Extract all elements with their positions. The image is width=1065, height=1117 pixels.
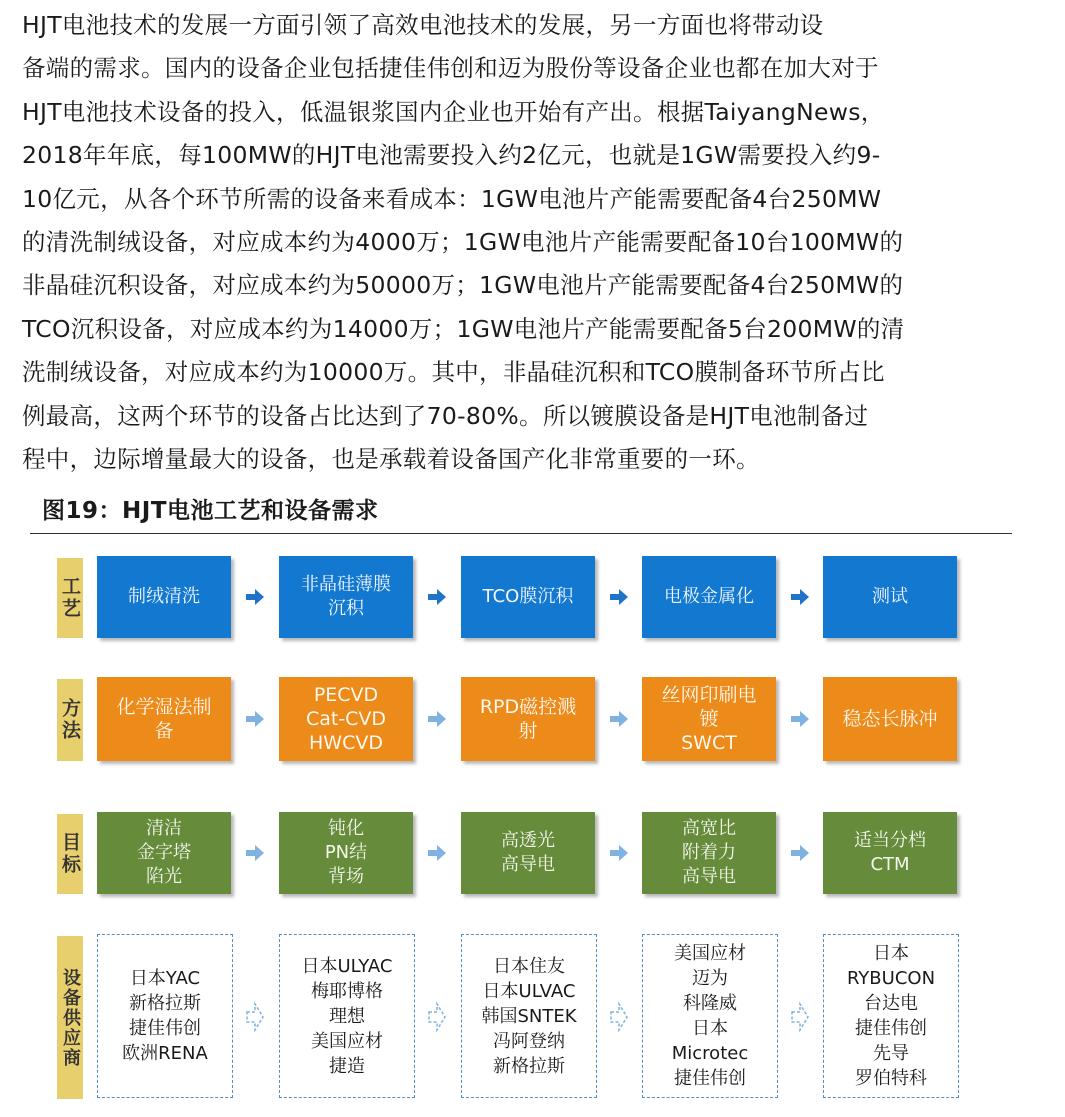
body-paragraph <box>22 4 1042 481</box>
supplier-step-2 <box>279 934 415 1098</box>
target-step-5 <box>823 812 957 894</box>
step-text: 化学湿法制 <box>116 696 212 718</box>
step-text: 备 <box>154 720 174 742</box>
step-text: 美国应材 <box>310 1030 383 1052</box>
supplier-step-3 <box>461 934 597 1098</box>
target-step-3 <box>461 812 595 894</box>
step-text: CTM <box>870 854 910 875</box>
step-text: 高透光 <box>501 830 555 851</box>
label-target: 目标 <box>57 814 83 894</box>
method-step-5 <box>823 677 957 761</box>
step-text: 新格拉斯 <box>128 993 201 1014</box>
right-arrow-icon <box>790 999 810 1035</box>
step-text: 电极金属化 <box>664 586 754 607</box>
step-text: 捷佳伟创 <box>673 1068 746 1089</box>
right-arrow-icon <box>427 711 447 727</box>
step-text: 日本ULYAC <box>301 955 393 977</box>
step-text: 丝网印刷电 <box>661 684 757 706</box>
step-text: Microtec <box>671 1043 749 1064</box>
step-text: 陷光 <box>146 866 182 887</box>
step-text: 镀 <box>699 708 719 730</box>
paragraph-line: 例最高，这两个环节的设备占比达到了70-80%。所以镀膜设备是HJT电池制备过 <box>22 401 869 430</box>
label-method: 方法 <box>57 679 83 761</box>
figure-title: 图19：HJT电池工艺和设备需求 <box>42 498 379 524</box>
step-text: 高宽比 <box>682 818 736 839</box>
process-step-2 <box>279 556 413 638</box>
step-text: 背场 <box>327 866 364 887</box>
step-text: 理想 <box>328 1005 365 1027</box>
step-text: 罗伯特科 <box>854 1068 927 1089</box>
step-text: 捷佳伟创 <box>854 1018 927 1039</box>
step-text: 迈为 <box>691 968 728 989</box>
right-arrow-icon <box>427 999 447 1035</box>
paragraph-line: 10亿元，从各个环节所需的设备来看成本：1GW电池片产能需要配备4台250MW <box>22 184 882 213</box>
step-text: RPD磁控溅 <box>479 696 577 718</box>
paragraph-line: 2018年年底，每100MW的HJT电池需要投入约2亿元，也就是1GW需要投入约9- <box>22 141 881 170</box>
right-arrow-icon <box>427 845 447 861</box>
process-step-4 <box>642 556 776 638</box>
step-text: 美国应材 <box>673 943 746 964</box>
right-arrow-icon <box>790 589 810 605</box>
step-text: 高导电 <box>682 866 736 887</box>
right-arrow-icon <box>427 589 447 605</box>
right-arrow-icon <box>245 845 265 861</box>
label-process: 工艺 <box>57 558 83 638</box>
supplier-step-4 <box>642 934 778 1098</box>
step-text: 制绒清洗 <box>128 586 200 607</box>
step-text: TCO膜沉积 <box>482 586 574 607</box>
right-arrow-icon <box>245 589 265 605</box>
right-arrow-icon <box>609 845 629 861</box>
target-step-1 <box>97 812 231 894</box>
paragraph-line: 的清洗制绒设备，对应成本约为4000万；1GW电池片产能需要配备10台100MW的 <box>22 228 904 257</box>
step-text: 稳态长脉冲 <box>842 708 938 730</box>
step-text: 欧洲RENA <box>122 1043 208 1064</box>
method-step-1 <box>97 677 231 761</box>
method-step-4 <box>642 677 776 761</box>
step-text: 梅耶博格 <box>310 980 383 1002</box>
step-text: 日本住友 <box>493 955 565 977</box>
step-text: 高导电 <box>501 854 555 875</box>
right-arrow-icon <box>609 589 629 605</box>
step-text: 捷佳伟创 <box>128 1018 201 1039</box>
step-text: 捷造 <box>328 1055 365 1077</box>
step-text: 日本 <box>691 1018 728 1039</box>
method-step-3 <box>461 677 595 761</box>
step-text: 韩国SNTEK <box>481 1005 577 1027</box>
paragraph-line: 洗制绒设备，对应成本约为10000万。其中，非晶硅沉积和TCO膜制备环节所占比 <box>22 358 885 387</box>
step-text: Cat-CVD <box>305 708 387 730</box>
figure-divider <box>30 533 1012 534</box>
step-text: 科隆威 <box>682 993 737 1014</box>
step-text: 日本ULVAC <box>482 980 576 1002</box>
target-step-4 <box>642 812 776 894</box>
right-arrow-icon <box>609 711 629 727</box>
step-text: 清洁 <box>146 818 182 839</box>
right-arrow-icon <box>609 999 629 1035</box>
label-supplier: 设备供应商 <box>57 936 83 1099</box>
step-text: 钝化 <box>327 818 364 839</box>
step-text: SWCT <box>681 732 737 754</box>
step-text: 非晶硅薄膜 <box>301 574 391 595</box>
step-text: PECVD <box>313 684 379 706</box>
paragraph-line: 非晶硅沉积设备，对应成本约为50000万；1GW电池片产能需要配备4台250MW的 <box>22 271 904 300</box>
right-arrow-icon <box>790 711 810 727</box>
step-text: HWCVD <box>309 732 383 754</box>
paragraph-line: TCO沉积设备，对应成本约为14000万；1GW电池片产能需要配备5台200MW的清 <box>22 314 905 343</box>
supplier-step-5 <box>823 934 959 1098</box>
step-text: 冯阿登纳 <box>493 1030 565 1052</box>
step-text: 日本YAC <box>129 968 201 989</box>
step-text: 适当分档 <box>854 830 926 851</box>
step-text: 测试 <box>872 586 908 607</box>
step-text: 沉积 <box>328 598 364 619</box>
method-step-2 <box>279 677 413 761</box>
process-step-3 <box>461 556 595 638</box>
process-step-1 <box>97 556 231 638</box>
step-text: 射 <box>518 720 538 742</box>
target-step-2 <box>279 812 413 894</box>
paragraph-line: HJT电池技术的发展一方面引领了高效电池技术的发展，另一方面也将带动设 <box>22 11 824 39</box>
process-step-5 <box>823 556 957 638</box>
paragraph-line: HJT电池技术设备的投入，低温银浆国内企业也开始有产出。根据TaiyangNews， <box>22 97 885 126</box>
step-text: 新格拉斯 <box>493 1055 565 1077</box>
step-text: 台达电 <box>863 993 918 1014</box>
paragraph-line: 程中，边际增量最大的设备，也是承载着设备国产化非常重要的一环。 <box>22 445 760 474</box>
step-text: 金字塔 <box>137 842 191 863</box>
right-arrow-icon <box>790 845 810 861</box>
step-text: 先导 <box>872 1043 909 1064</box>
right-arrow-icon <box>245 999 265 1035</box>
step-text: 附着力 <box>682 842 736 863</box>
step-text: RYBUCON <box>846 968 936 989</box>
step-text: 日本 <box>872 943 909 964</box>
right-arrow-icon <box>245 711 265 727</box>
paragraph-line: 备端的需求。国内的设备企业包括捷佳伟创和迈为股份等设备企业也都在加大对于 <box>22 54 879 83</box>
step-text: PN结 <box>324 842 368 863</box>
supplier-step-1 <box>97 934 233 1098</box>
